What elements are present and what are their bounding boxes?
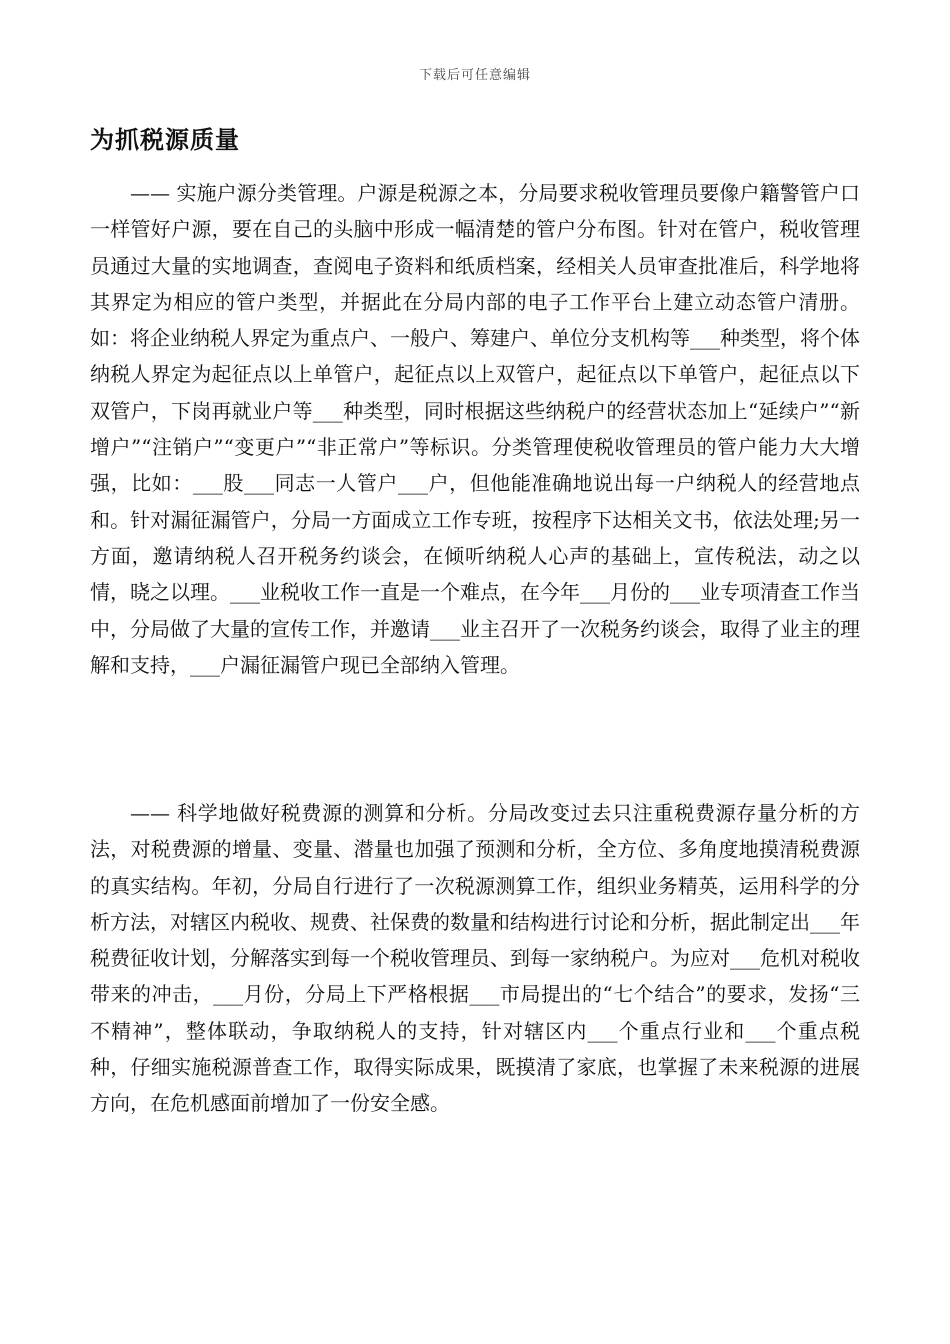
body-paragraph-1: —— 实施户源分类管理。户源是税源之本，分局要求税收管理员要像户籍警管户口一样管好户源，要在自己的头脑中形成一幅清楚的管户分布图。针对在管户，税收管理员通过大量的实地调查，查阅电子资料和纸质档案，经相关人员审查批准后，科学地将其界定为相应的管户类型，并据此在分局内部的电子工作平台上建立动态管户清册。如：将企业纳税人界定为重点户、一般户、筹建户、单位分支机构等___种类型，将个体纳税人界定为起征点以上单管户，起征点以上双管户，起征点以下单管户，起征点以下双管户，下岗再就业户等___种类型，同时根据这些纳税户的经营状态加上“延续户”“新增户”“注销户”“变更户”“非正常户”等标识。分类管理使税收管理员的管户能力大大增强，比如：___股___同志一人管户___户，但他能准确地说出每一户纳税人的经营地点和。针对漏征漏管户，分局一方面成立工作专班，按程序下达相关文书，依法处理;另一方面，邀请纳税人召开税务约谈会，在倾听纳税人心声的基础上，宣传税法，动之以情，晓之以理。___业税收工作一直是一个难点，在今年___月份的___业专项清查工作当中，分局做了大量的宣传工作，并邀请___业主召开了一次税务约谈会，取得了业主的理解和支持，___户漏征漏管户现已全部纳入管理。 <box>90 181 860 677</box>
body-paragraph-2: —— 科学地做好税费源的测算和分析。分局改变过去只注重税费源存量分析的方法，对税费源的增量、变量、潜量也加强了预测和分析，全方位、多角度地摸清税费源的真实结构。年初，分局自行进行了一次税源测算工作，组织业务精英，运用科学的分析方法，对辖区内税收、规费、社保费的数量和结构进行讨论和分析，据此制定出___年税费征收计划，分解落实到每一个税收管理员、到每一家纳税户。为应对___危机对税收带来的冲击，___月份，分局上下严格根据___市局提出的“七个结合”的要求，发扬“三不精神”，整体联动，争取纳税人的支持，针对辖区内___个重点行业和___个重点税种，仔细实施税源普查工作，取得实际成果，既摸清了家底，也掌握了未来税源的进展方向，在危机感面前增加了一份安全感。 <box>90 801 860 1116</box>
page-header: 下载后可任意编辑 <box>418 68 531 83</box>
document-title: 为抓税源质量 <box>90 125 240 154</box>
